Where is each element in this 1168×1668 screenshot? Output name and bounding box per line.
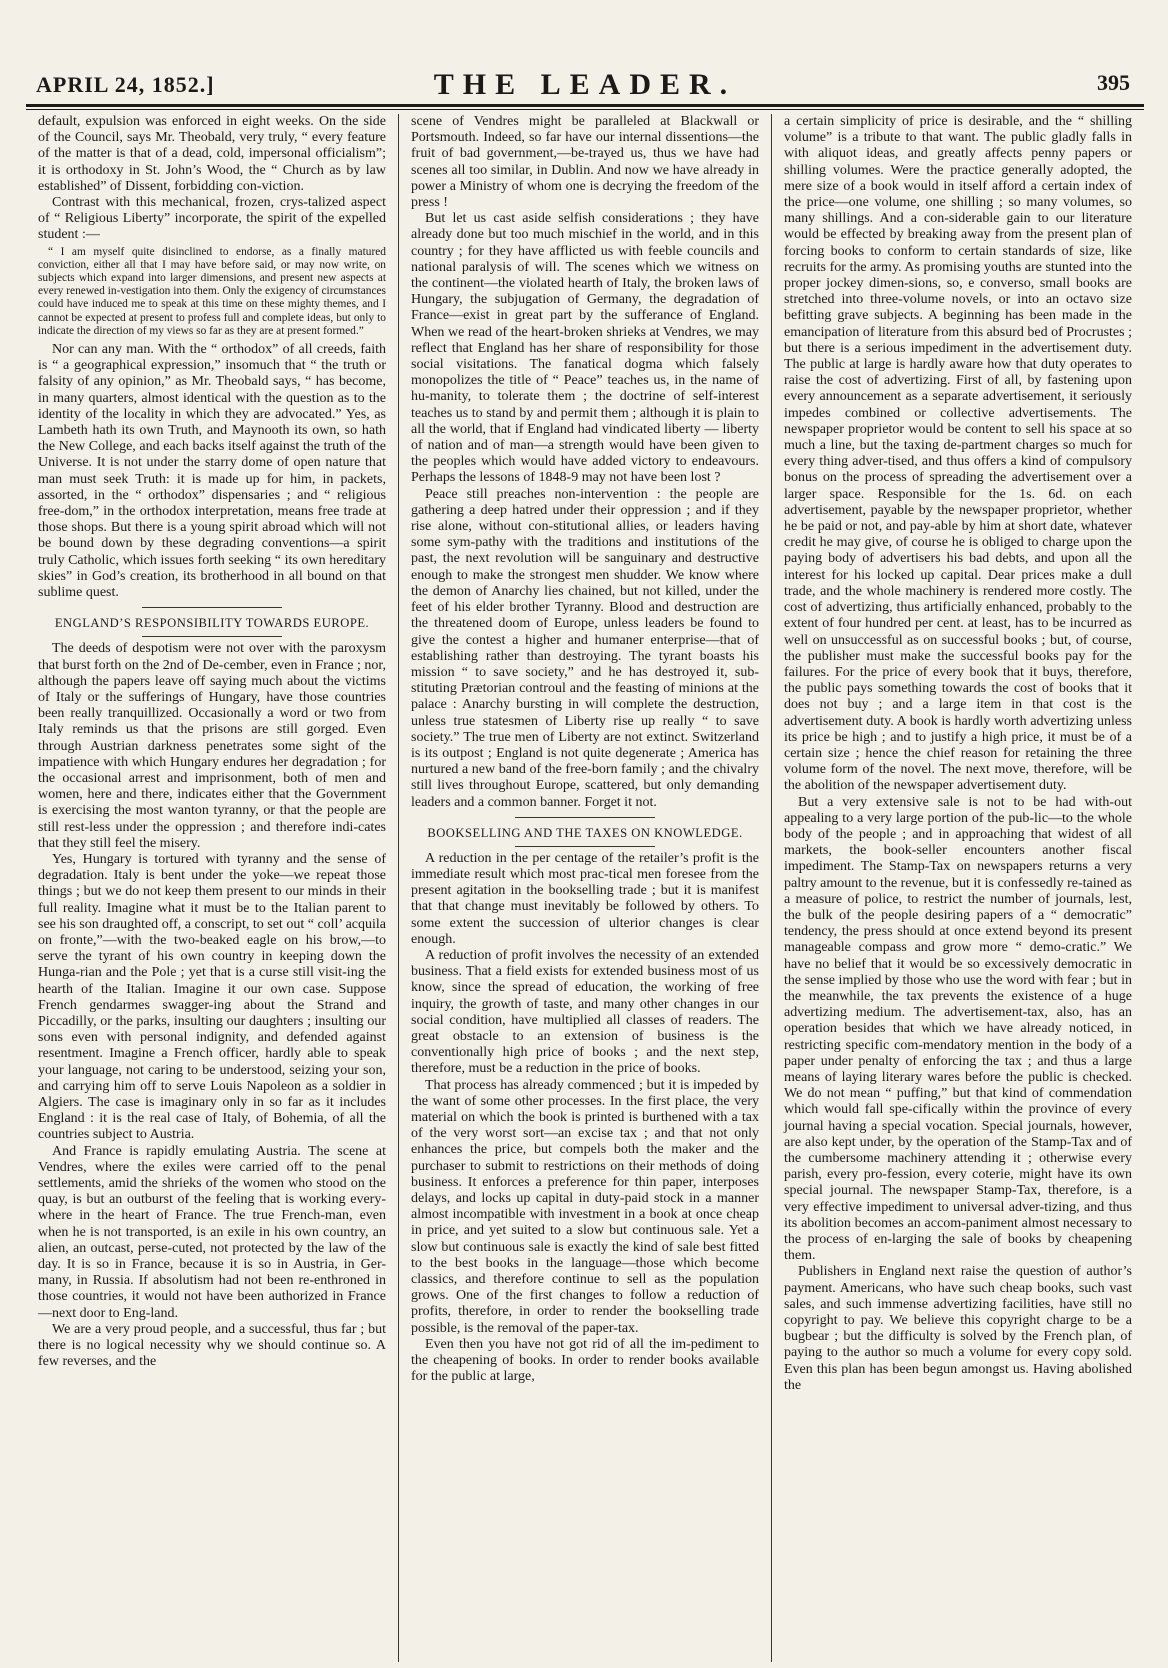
paragraph: a certain simplicity of price is desirable, and the “ shilling volume” is a tribute to that want. The public gladly falls in with aliquot ideas, and greatly affects penny papers or shilling volumes. Were the practice generally adopted, the mere size of a book would in itself afford a certain index of the price—one volume, one shilling ; so many volumes, so many shillings. And a con-siderable gain to our literature would be effected by breaking away from the present plan of forcing books to conform to certain standards of size, like recruits for the army. As promising youths are stunted into the proper jockey dimen-sions, so, e converso, small books are stretched into three-volume novels, or into an octavo size befitting grave subjects. A beginning has been made in the emancipation of literature from this absurd bed of Procrustes ; but there is a serious impediment in the advertisement duty. The public at large is hardly aware how that duty operates to raise the cost of advertizing. First of all, by fastening upon every announcement as a separate advertisement, it seriously impedes combined or collective advertisements. The newspaper proprietor would be content to sell his space at so much a line, but the taxing de-partment charges so much for every thing adver-tised, and thus offers a kind of compulsory bonus on the process of spreading the advertisement over a larger space. Responsible for the 1s. 6d. on each advertisement, payable by the newspaper proprietor, whether he be paid or not, and pay-able by him at short date, whatever credit he may give, of course he is obliged to charge upon the paying body of advertisers his bad debts, and upon all the interest for his locked up capital. Dear prices make a dull trade, and the whole machinery is rendered more costly. The cost of advertizing, thus artificially enhanced, probably to the extent of four hundred per cent. at least, has to be incurred as well on unsuccessful as on successful books ; but, of course, the publisher must make the successful books pay for the failures. For the price of every book that it buys, therefore, the public pays something towards the cost of books that it does not buy ; and a large item in that cost is the advertisement duty. A book is hardly worth advertizing unless its price be high ; and to justify a high price, it must be of a certain size ; hence the chief reason for retaining the three volume form of the novel. The next move, therefore, will be the abolition of the newspaper advertisement duty. [784,114,1132,794]
paragraph: A reduction in the per centage of the retailer’s profit is the immediate result which most prac-tical men foresee from the present agitation in the bookselling trade ; but it is manifest that that change must inevitably be followed by others. To some extent the succession of ulterior changes is clear enough. [411,850,759,947]
column-1 [26,114,398,1662]
paragraph: Even then you have not got rid of all the im-pediment to the cheapening of books. In order to render books available for the public at large, [411,1336,759,1385]
paragraph: That process has already commenced ; but it is impeded by the want of some other processes. In the first place, the very material on which the book is printed is burthened with a tax of the very worst sort—an excise tax ; and that not only enhances the price, but compels both the maker and the purchaser to submit to restrictions on their methods of doing business. It enforces a preference for thin paper, interposes delays, and locks up capital in duty-paid stock in a manner almost incompatible with investment in a book at once cheap in price, and yet suited to a slow but continuous sale. Yet a slow but continuous sale is exactly the kind of sale best fitted to the best books in the language—those which become classics, and therefore continue to sell as the population grows. One of the first changes to follow a reduction of profits, therefore, in order to render the bookselling trade possible, is the removal of the paper-tax. [411,1077,759,1336]
paragraph: Contrast with this mechanical, frozen, crys-talized aspect of “ Religious Liberty” incorporate, the spirit of the expelled student :— [38,195,386,243]
column-2 [398,114,771,1662]
paragraph: Yes, Hungary is tortured with tyranny and the sense of degradation. Italy is bent under the yoke—we repeat those things ; but we do not keep them present to our minds in their full reality. Imagine what it must be to the Italian parent to see his son draughted off, a conscript, to set out “ coll’ acquila on fronte,”—with the two-beaked eagle on his brow,—to serve the tyrant of his own country in keeping down the Hunga-rian and the Pole ; yet that is a curse still visit-ing the hearth of the Italian. Imagine it our own case. Suppose French gendarmes swagger-ing about the Strand and Piccadilly, or the parks, insulting our daughters ; insulting our sons even with personal indignity, and defended against resentment. Imagine a French officer, hardly able to speak your language, not caring to be understood, seizing your son, and carrying him off to serve Louis Napoleon as a soldier in Algiers. The case is imaginary only in so far as it includes England : it is the real case of Italy, of Bohemia, of all the countries subject to Austria. [38,851,386,1143]
section-divider [142,636,281,637]
article-heading: ENGLAND’S RESPONSIBILITY TOWARDS EUROPE. [54,616,370,631]
issue-date: APRIL 24, 1852.] [36,72,215,97]
paragraph: But let us cast aside selfish considerations ; they have already done but too much mischief in the world, and in this country ; for they have afflicted us with feeble councils and national paralysis of will. The scenes which we witness on the continent—the violated hearth of Italy, the broken laws of Hungary, the subjugation of Germany, the degradation of France—exist in great part by the sufferance of England. When we read of the heart-broken shrieks at Vendres, we may reflect that England has her share of responsibility for those social visitations. The fanatical dogma which falsely monopolizes the title of “ Peace” teaches us, in the name of hu-manity, to tolerate them ; the doctrine of self-interest teaches us to stand by and permit them ; although it is plain to all the world, that if England had vindicated liberty — liberty of nation and of man—a strength would have been given to the peoples which would have added victory to endeavours. Perhaps the lessons of 1848-9 may not have been lost ? [411,211,759,486]
paragraph: default, expulsion was enforced in eight weeks. On the side of the Council, says Mr. Theobald, very truly, “ every feature of the matter is that of a dead, cold, impersonal officialism”; it is orthodoxy in St. John’s Wood, the “ Church as by law established” of Dissent, forbidding con-viction. [38,114,386,194]
masthead-rule-thin [26,109,1144,110]
paragraph: scene of Vendres might be paralleled at Blackwall or Portsmouth. Indeed, so far have our internal dissentions—the fruit of bad government,—be-trayed us, thus we have had scenes all too similar, in Dublin. And now we have already in power a Ministry of whom one is decrying the freedom of the press ! [411,114,759,211]
block-quote: “ I am myself quite disinclined to endorse, as a finally matured conviction, either all that I may have before said, or may now write, on subjects which expand into larger dimensions, and present new aspects at every renewed in-vestigation into them. Only the exigency of circumstances could have induced me to speak at this time on these mighty themes, and I cannot be expected at present to profess full and complete ideas, but only to indicate the direction of my views so far as they are at present formed.” [38,245,386,337]
page-number: 395 [1097,70,1130,95]
paragraph: We are a very proud people, and a successful, thus far ; but there is no logical necessity why we should continue so. A few reverses, and the [38,1321,386,1370]
paragraph: Peace still preaches non-intervention : the people are gathering a deep hatred under their oppression ; and if they rise alone, without con-stitutional allies, or leaders having some sym-pathy with the traditions and institutions of the past, the next revolution will be sanguinary and destructive enough to make the strongest men shudder. We know where the demon of Anarchy lies chained, but not killed, under the feet of his elder brother Tyranny. Blood and destruction are the threatened doom of Europe, unless leaders be found to give the contest a higher and humaner enterprise—that of establishing rather than destroying. The tyrant boasts his mission “ to save society,” and he has destroyed it, sub-stituting Prætorian controul and the feasting of minions at the palace : Anarchy bursting in will complete the destruction, unless true statesmen of Liberty rise up really “ to save society.” The true men of Liberty are not extinct. Switzerland is its outpost ; England is not quite degenerate ; America has nurtured a new band of the free-born family ; and the chivalry still lives throughout Europe, scattered, but only demanding leaders and a common banner. Forget it not. [411,486,759,810]
section-divider [142,607,281,608]
paragraph: But a very extensive sale is not to be had with-out appealing to a very large portion of the pub-lic—to the whole body of the people ; and in approaching that widest of all markets, the book-seller encounters another fiscal impediment. The Stamp-Tax on newspapers returns a very paltry amount to the revenue, but it is confessedly re-tained as a measure of police, to restrict the number of journals, lest, the bulk of the people desiring papers of a “ democratic” tendency, the press should at once extend beyond its present manageable compass and grow more “ demo-cratic.” We have no belief that it would be so excessively democratic in the sense implied by those who use the word with fear ; but in the meanwhile, the tax prevents the existence of a huge advertizing medium. The advertisement-tax, also, has an operation besides that which we have already noticed, in restricting specific com-mendatory mention in the body of a paper under penalty of enforcing the tax ; and thus a large means of laying literary wares before the public is checked. We do not mean “ puffing,” but that kind of commendation which would fall spe-cifically within the province of every journal having a special vocation. Special journals, however, are also kept under, by the operation of the Stamp-Tax and of the cumbersome machinery attending it ; otherwise every parish, every pro-fession, every coterie, might have its own special journal. The newspaper Stamp-Tax, therefore, is a very effective impediment to universal adver-tizing, and thus its abolition becomes an accom-paniment almost necessary to the process of en-larging the sale of books by cheapening them. [784,794,1132,1264]
paragraph: A reduction of profit involves the necessity of an extended business. That a field exists for extended business most of us know, since the spread of education, the working of free inquiry, the growth of taste, and many other changes in our social condition, have multiplied all classes of readers. The great obstacle to an extension of business is the conventionally high price of books ; and the next step, therefore, must be a reduction in the price of books. [411,947,759,1077]
section-divider [515,846,654,847]
masthead-rule [26,104,1144,107]
paragraph: Publishers in England next raise the question of author’s payment. Americans, who have such cheap books, such vast sales, and such immense advertizing facilities, have still no copyright to pay. We believe this copyright charge to be a bugbear ; but the difficulty is solved by the French plan, of paying to the author so much a volume for every copy sold. Even this plan has been begun amongst us. Having abolished the [784,1264,1132,1393]
column-3 [771,114,1144,1662]
paragraph: And France is rapidly emulating Austria. The scene at Vendres, where the exiles were carried off to the penal settlements, amid the shrieks of the women who stood on the quay, is but an outburst of the feeling that is working every-where in the heart of France. The true French-man, even when he is not transported, is an exile in his own country, an alien, an outcast, perse-cuted, not protected by the law of the day. It is so in France, because it is so in Austria, in Ger-many, in Russia. If absolutism had not been re-enthroned in those countries, it would not have been authorized in France—next door to Eng-land. [38,1143,386,1321]
section-divider [515,817,654,818]
paragraph: The deeds of despotism were not over with the paroxysm that burst forth on the 2nd of De-cember, even in France ; nor, although the papers leave off saying much about the victims of Italy or the sufferings of Hungary, have those countries been really tranquillized. Occasionally a word or two from Italy reminds us that the prisons are still gorged. Even through Austrian darkness penetrates some sight of the impatience with which Hungary endures her degradation ; for the occasional arrest and imprisonment, both of men and women, here and there, indicates either that the Government is exercising the most wanton tyranny, or that the people are still rest-less under the oppression ; and therefore indi-cates that they still feel the misery. [38,641,386,851]
paragraph: Nor can any man. With the “ orthodox” of all creeds, faith is “ a geographical expression,” insomuch that “ the truth or falsity of any opinion,” as Mr. Theobald says, “ has become, in many quarters, almost identical with the question as to the identity of the locality in which they are advocated.” Yes, as Lambeth hath its own Truth, and Maynooth its own, so hath the New College, and each backs itself against the truth of the Universe. It is not under the starry dome of open nature that man must seek Truth: it is made up for him, in packets, assorted, in the “ orthodox” dispensaries ; and “ religious free-dom,” in the orthodox interpretation, means free trade at those shops. But there is a young spirit abroad which will not be bound down by these degrading conventions—a spirit truly Catholic, which issues forth seeking “ its own hereditary skies” in God’s creation, its brotherhood in all bound on that sublime quest. [38,342,386,601]
newspaper-title: THE LEADER. [433,68,737,101]
article-columns [26,114,1144,1662]
masthead [26,66,1144,104]
article-heading: BOOKSELLING AND THE TAXES ON KNOWLEDGE. [427,825,743,840]
